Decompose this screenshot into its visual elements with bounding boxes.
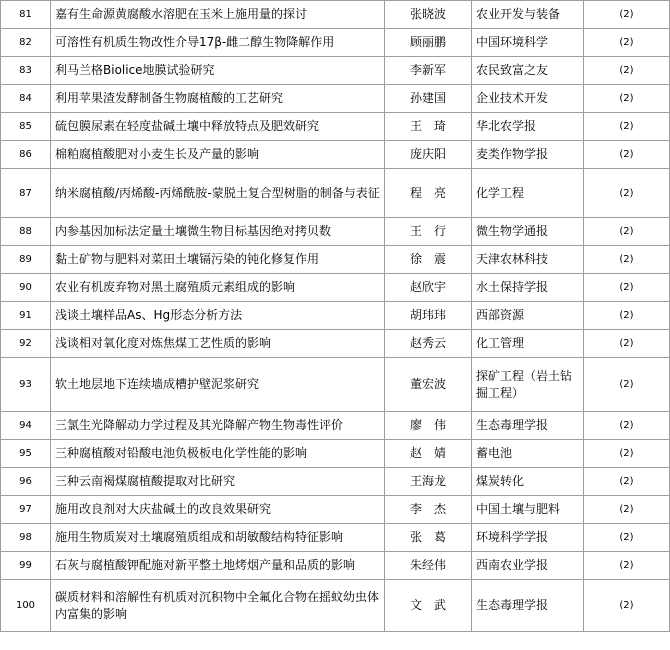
table-row [1, 246, 670, 274]
journal-name: 麦类作物学报 [472, 141, 584, 169]
author-name: 王海龙 [385, 468, 472, 496]
author-name: 廖 伟 [385, 412, 472, 440]
paper-title: 内参基因加标法定量土壤微生物目标基因绝对拷贝数 [51, 218, 385, 246]
paper-title: 石灰与腐植酸钾配施对新平整土地烤烟产量和品质的影响 [51, 552, 385, 580]
paper-title: 硫包膜尿素在轻度盐碱土壤中释放特点及肥效研究 [51, 113, 385, 141]
author-name: 王 琦 [385, 113, 472, 141]
author-name: 程 亮 [385, 169, 472, 218]
journal-name: 西南农业学报 [472, 552, 584, 580]
paper-title: 农业有机废弃物对黑土腐殖质元素组成的影响 [51, 274, 385, 302]
citation-count: (2) [584, 141, 670, 169]
paper-title: 浅谈土壤样品As、Hg形态分析方法 [51, 302, 385, 330]
journal-name: 化学工程 [472, 169, 584, 218]
journal-name: 生态毒理学报 [472, 412, 584, 440]
author-name: 顾丽鹏 [385, 29, 472, 57]
author-name: 朱经伟 [385, 552, 472, 580]
journal-name: 华北农学报 [472, 113, 584, 141]
paper-title: 可溶性有机质生物改性介导17β-雌二醇生物降解作用 [51, 29, 385, 57]
table-row [1, 57, 670, 85]
table-row [1, 85, 670, 113]
author-name: 赵欣宇 [385, 274, 472, 302]
citation-count: (2) [584, 440, 670, 468]
table-row [1, 468, 670, 496]
journal-name: 微生物学通报 [472, 218, 584, 246]
table-row [1, 113, 670, 141]
paper-title: 三种腐植酸对铅酸电池负极板电化学性能的影响 [51, 440, 385, 468]
table-row [1, 412, 670, 440]
author-name: 王 行 [385, 218, 472, 246]
citation-count: (2) [584, 1, 670, 29]
citation-count: (2) [584, 302, 670, 330]
citation-count: (2) [584, 85, 670, 113]
author-name: 庞庆阳 [385, 141, 472, 169]
table-row [1, 29, 670, 57]
journal-name: 水土保持学报 [472, 274, 584, 302]
row-number: 84 [1, 85, 51, 113]
journal-name: 环境科学学报 [472, 524, 584, 552]
journal-name: 农业开发与装备 [472, 1, 584, 29]
row-number: 99 [1, 552, 51, 580]
paper-title: 黏土矿物与肥料对菜田土壤镉污染的钝化修复作用 [51, 246, 385, 274]
journal-name: 蓄电池 [472, 440, 584, 468]
paper-title: 施用生物质炭对土壤腐殖质组成和胡敏酸结构特征影响 [51, 524, 385, 552]
author-name: 赵 婧 [385, 440, 472, 468]
journal-name: 探矿工程（岩土钻掘工程） [472, 358, 584, 412]
citation-count: (2) [584, 468, 670, 496]
journal-name: 西部资源 [472, 302, 584, 330]
citation-count: (2) [584, 29, 670, 57]
author-name: 胡玮玮 [385, 302, 472, 330]
citation-table-body [1, 1, 670, 632]
table-row [1, 552, 670, 580]
table-row [1, 580, 670, 632]
row-number: 97 [1, 496, 51, 524]
citation-count: (2) [584, 169, 670, 218]
citation-count: (2) [584, 246, 670, 274]
journal-name: 煤炭转化 [472, 468, 584, 496]
paper-title: 浅谈相对氧化度对炼焦煤工艺性质的影响 [51, 330, 385, 358]
journal-name: 企业技术开发 [472, 85, 584, 113]
journal-name: 天津农林科技 [472, 246, 584, 274]
paper-title: 施用改良剂对大庆盐碱土的改良效果研究 [51, 496, 385, 524]
row-number: 83 [1, 57, 51, 85]
table-row [1, 1, 670, 29]
paper-title: 碳质材料和溶解性有机质对沉积物中全氟化合物在摇蚊幼虫体内富集的影响 [51, 580, 385, 632]
row-number: 85 [1, 113, 51, 141]
row-number: 98 [1, 524, 51, 552]
row-number: 81 [1, 1, 51, 29]
author-name: 张晓波 [385, 1, 472, 29]
citation-count: (2) [584, 496, 670, 524]
row-number: 88 [1, 218, 51, 246]
table-row [1, 440, 670, 468]
author-name: 文 武 [385, 580, 472, 632]
table-row [1, 524, 670, 552]
paper-title: 利马兰格Biolice地膜试验研究 [51, 57, 385, 85]
row-number: 100 [1, 580, 51, 632]
row-number: 93 [1, 358, 51, 412]
table-row [1, 274, 670, 302]
paper-title: 三种云南褐煤腐植酸提取对比研究 [51, 468, 385, 496]
journal-name: 中国环境科学 [472, 29, 584, 57]
table-row [1, 218, 670, 246]
author-name: 李新军 [385, 57, 472, 85]
journal-name: 生态毒理学报 [472, 580, 584, 632]
citation-count: (2) [584, 358, 670, 412]
citation-count: (2) [584, 274, 670, 302]
citation-count: (2) [584, 412, 670, 440]
citation-count: (2) [584, 330, 670, 358]
table-row [1, 358, 670, 412]
row-number: 82 [1, 29, 51, 57]
citation-count: (2) [584, 218, 670, 246]
paper-title: 利用苹果渣发酵制备生物腐植酸的工艺研究 [51, 85, 385, 113]
row-number: 87 [1, 169, 51, 218]
author-name: 孙建国 [385, 85, 472, 113]
citation-count: (2) [584, 57, 670, 85]
paper-title: 软土地层地下连续墙成槽护壁泥浆研究 [51, 358, 385, 412]
table-row [1, 330, 670, 358]
table-row [1, 496, 670, 524]
author-name: 李 杰 [385, 496, 472, 524]
author-name: 徐 震 [385, 246, 472, 274]
table-row [1, 169, 670, 218]
citation-count: (2) [584, 113, 670, 141]
journal-name: 中国土壤与肥料 [472, 496, 584, 524]
table-row [1, 302, 670, 330]
journal-name: 化工管理 [472, 330, 584, 358]
journal-name: 农民致富之友 [472, 57, 584, 85]
row-number: 94 [1, 412, 51, 440]
paper-title: 纳米腐植酸/丙烯酸-丙烯酰胺-蒙脱土复合型树脂的制备与表征 [51, 169, 385, 218]
author-name: 董宏波 [385, 358, 472, 412]
row-number: 89 [1, 246, 51, 274]
row-number: 90 [1, 274, 51, 302]
table-row [1, 141, 670, 169]
author-name: 张 葛 [385, 524, 472, 552]
author-name: 赵秀云 [385, 330, 472, 358]
row-number: 92 [1, 330, 51, 358]
paper-title: 嘉有生命源黄腐酸水溶肥在玉米上施用量的探讨 [51, 1, 385, 29]
citation-count: (2) [584, 580, 670, 632]
row-number: 96 [1, 468, 51, 496]
row-number: 91 [1, 302, 51, 330]
row-number: 86 [1, 141, 51, 169]
paper-title: 三氯生光降解动力学过程及其光降解产物生物毒性评价 [51, 412, 385, 440]
paper-title: 棉粕腐植酸肥对小麦生长及产量的影响 [51, 141, 385, 169]
citation-count: (2) [584, 524, 670, 552]
row-number: 95 [1, 440, 51, 468]
citation-count: (2) [584, 552, 670, 580]
